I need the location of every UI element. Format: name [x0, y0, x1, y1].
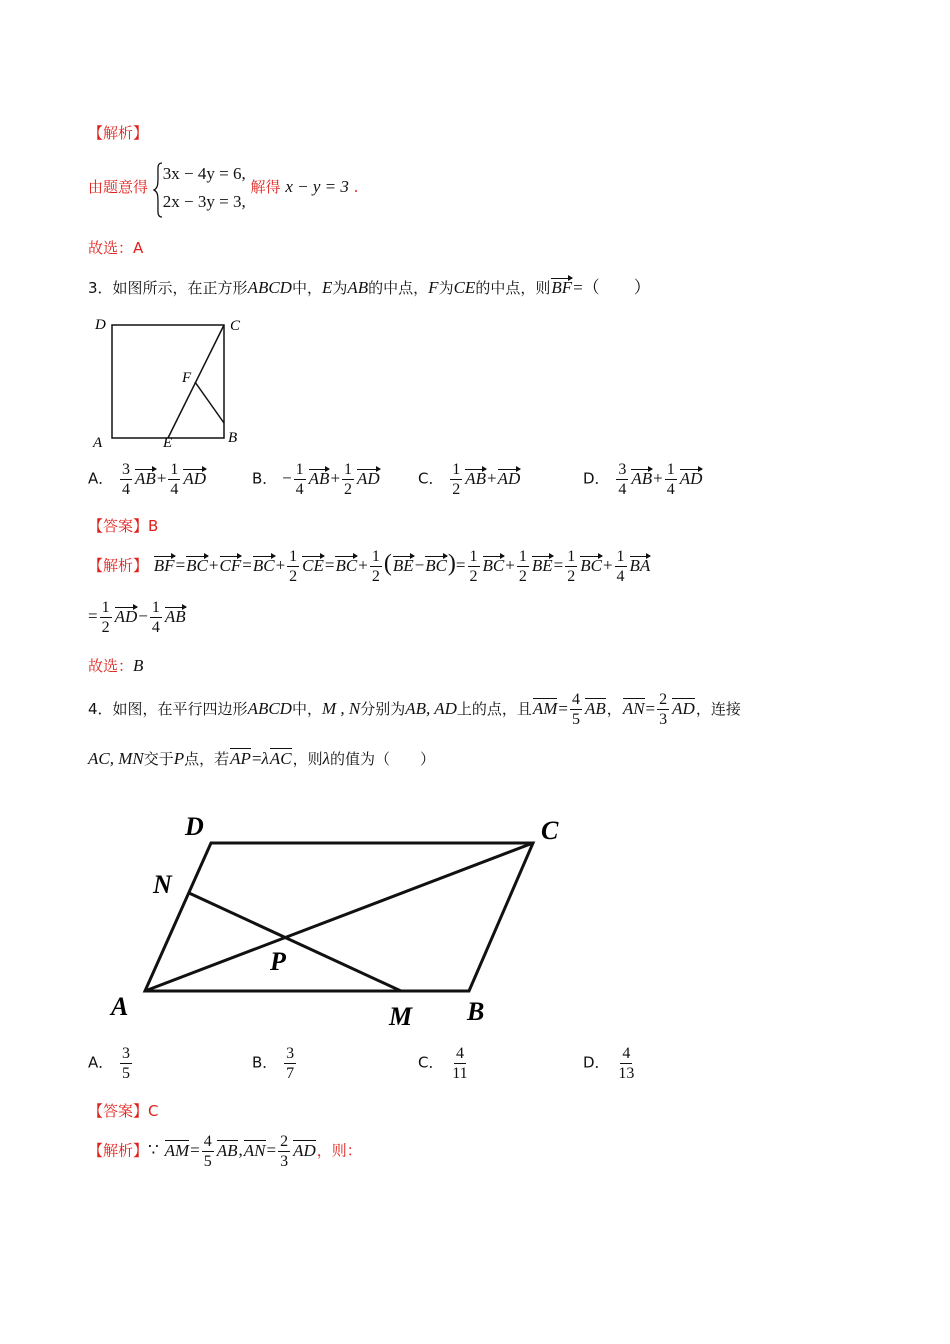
stem-text: 如图所示，在正方形	[112, 279, 248, 297]
q3-answer: 【答案】B	[88, 517, 159, 535]
fraction: $\frac{1}{4}$	[295, 461, 304, 498]
solution-result: x − y = 3	[285, 177, 349, 196]
solution-label: 【解析】	[88, 124, 149, 142]
stem-text: 的中点，则	[475, 279, 551, 297]
parallelogram-figure	[105, 805, 575, 1035]
label-c: C	[230, 318, 241, 334]
question-3-stem	[88, 273, 651, 298]
label-d: D	[185, 812, 204, 841]
equation-2: 2x − 3y = 3,	[162, 192, 246, 211]
label-b: B	[228, 430, 238, 446]
segment-mn	[189, 893, 401, 991]
option-label: B．	[252, 469, 278, 488]
equation-1: 3x − 4y = 6,	[162, 164, 246, 183]
fraction: $\frac{1}{2}$	[452, 461, 461, 498]
vector: AD	[497, 468, 521, 488]
label-a: A	[93, 435, 103, 451]
fraction: $\frac{1}{2}$	[344, 461, 353, 498]
q4-answer: 【答案】C	[88, 1102, 159, 1120]
question-4-stem-line-2: AC, MN交于P点，若AP=λAC，则λ的值为（ ）	[88, 749, 436, 768]
solution-equation-line	[88, 160, 358, 216]
vector: AB	[465, 468, 487, 488]
stem-text: 中，	[291, 279, 322, 297]
label-n: N	[153, 870, 172, 899]
q3-choice: 故选：B	[88, 656, 144, 675]
label-b: B	[467, 997, 485, 1026]
q4-option-b[interactable]: B． $\frac{3}{7}$	[252, 1045, 295, 1082]
vector: AD	[357, 468, 380, 488]
segment-ec	[168, 325, 224, 438]
question-number: 3．	[88, 279, 113, 297]
vector: AB	[308, 468, 330, 488]
solution-label: 【解析】	[88, 556, 149, 575]
solution-solved: 解得	[250, 178, 281, 196]
stem-blank: =（ ）	[573, 278, 651, 297]
square-figure	[88, 310, 258, 455]
vector: AB	[135, 468, 156, 488]
q3-option-b[interactable]: B． − $\frac{1}{4}$ AB+ $\frac{1}{2}$ AD	[252, 461, 380, 498]
vector: AD	[679, 468, 703, 488]
label-d: D	[95, 317, 106, 333]
q3-option-a[interactable]: A． $\frac{3}{4}$ AB+ $\frac{1}{4}$ AD	[88, 461, 207, 498]
q4-option-d[interactable]: D． $\frac{4}{13}$	[583, 1045, 635, 1082]
solution-intro: 由题意得	[88, 178, 149, 196]
brace-icon	[153, 162, 163, 218]
fraction: $\frac{3}{4}$	[618, 461, 627, 498]
q3-option-c[interactable]: C． $\frac{1}{2}$ AB+AD	[418, 461, 521, 498]
label-f: F	[182, 370, 192, 386]
segment-ce: CE	[453, 278, 476, 297]
q3-option-d[interactable]: D． $\frac{3}{4}$ AB+ $\frac{1}{4}$ AD	[583, 461, 703, 498]
solution-choice: 故选：A	[88, 239, 144, 257]
q3-solution-line-1: 【解析】 BF=BC+CF=BC+ $\frac{1}{2}$ CE=BC+ $\frac{1}{2}$ (BE−BC)= $\frac{1}{2}$ BC+ $\frac{1}{2}$ BE= $\frac{1}{2}$ BC+ $\frac{1}{4}$ BA	[88, 548, 651, 585]
segment-ab: AB	[347, 278, 369, 297]
q4-option-a[interactable]: A． $\frac{3}{5}$	[88, 1045, 131, 1082]
vector-bf: BF	[551, 278, 573, 297]
point-e: E	[321, 278, 333, 297]
square-abcd	[112, 325, 224, 438]
option-label: D．	[583, 469, 610, 488]
label-m: M	[389, 1002, 413, 1031]
q4-option-c[interactable]: C． $\frac{4}{11}$	[418, 1045, 468, 1082]
option-label: A．	[88, 469, 114, 488]
diagonal-ac	[145, 843, 533, 991]
vector: AB	[631, 468, 653, 488]
stem-text: 的中点，	[368, 279, 429, 297]
vector: AD	[183, 468, 207, 488]
stem-text: 为	[438, 279, 454, 297]
segment-fb	[195, 382, 224, 423]
label-c: C	[541, 816, 559, 845]
option-label: C．	[418, 469, 444, 488]
point-f: F	[428, 278, 439, 297]
label-a: A	[111, 992, 129, 1021]
label-p: P	[270, 947, 286, 976]
fraction: $\frac{1}{4}$	[170, 461, 179, 498]
q4-solution-line: 【解析】∵ AM= $\frac{4}{5}$ AB,AN= $\frac{2}{3}$ AD，则：	[88, 1133, 362, 1170]
fraction: $\frac{1}{4}$	[666, 461, 675, 498]
equation-system	[153, 160, 246, 216]
fraction: $\frac{3}{4}$	[122, 461, 131, 498]
stem-text: 为	[332, 279, 348, 297]
square-name: ABCD	[247, 278, 292, 297]
solution-period: .	[353, 178, 359, 196]
label-e: E	[163, 435, 173, 451]
solution-label: 【解析】	[88, 1141, 149, 1160]
question-4-stem-line-1: 4．如图，在平行四边形ABCD中，M , N分别为AB, AD上的点，且AM= $\frac{4}{5}$ AB，AN= $\frac{2}{3}$ AD，连接	[88, 691, 741, 728]
q3-solution-line-2: = $\frac{1}{2}$ AD− $\frac{1}{4}$ AB	[88, 599, 186, 636]
